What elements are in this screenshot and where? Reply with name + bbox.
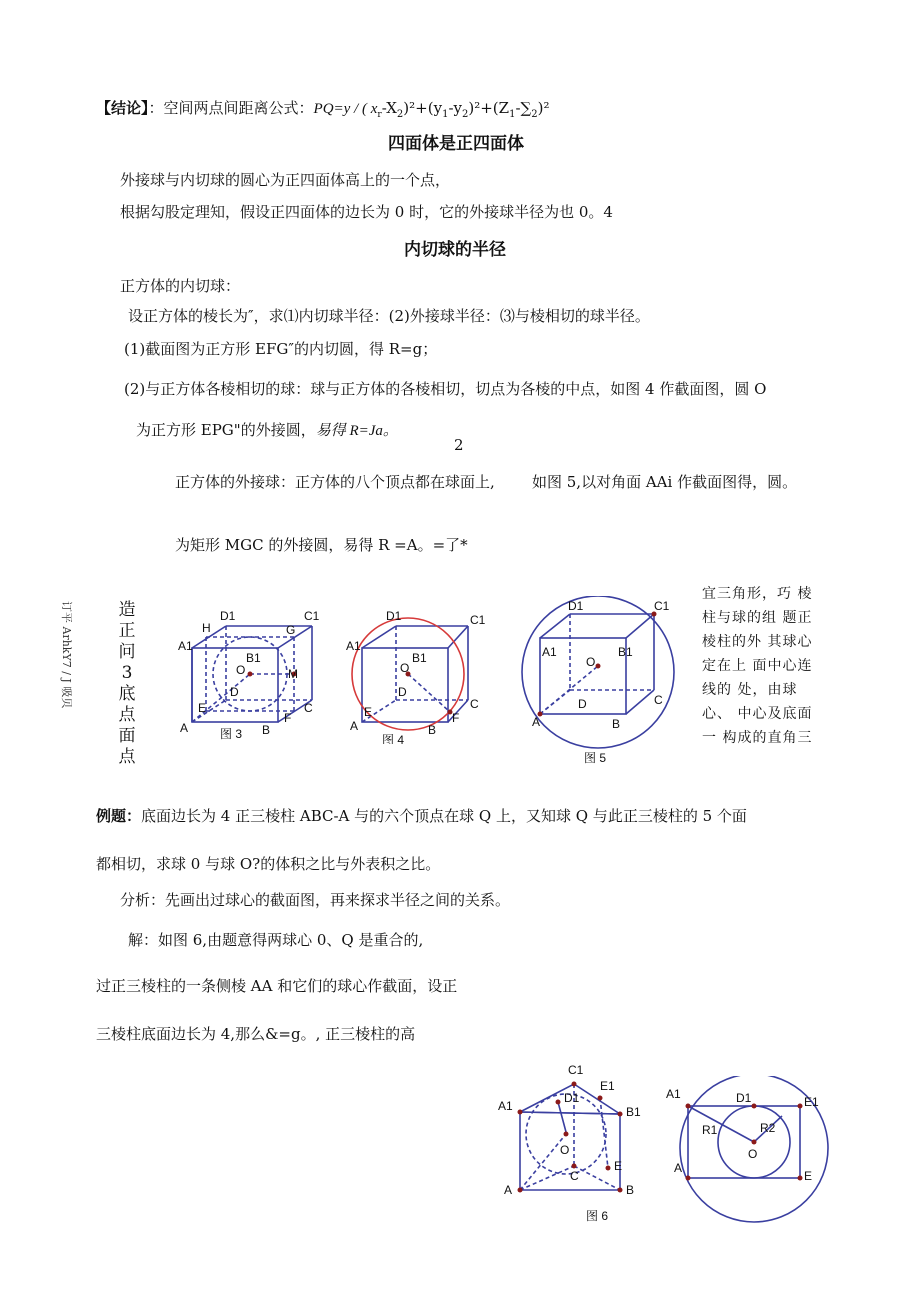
formula-part: -X [381,99,397,117]
example-label: 例题： [96,807,142,825]
fig3-label: D1 [220,609,236,623]
fig3-label: C [304,701,313,715]
fig3-label: E [198,701,207,715]
cube-answer-2: (2)与正方体各棱相切的球：球与正方体的各棱相切，切点为各棱的中点，如图 4 作截面图，圆 O [124,380,767,398]
fig4-label: B1 [412,651,427,665]
outer-sphere-c: 为矩形 MGC 的外接圆，易得 R =A。=了* [175,536,468,554]
fig4-caption: 图 4 [382,733,405,744]
fig4-label: F [452,711,460,725]
fig6-label: E [614,1159,623,1173]
cube-answer-2b-formula: 易得 R=Ja。 [315,423,398,439]
fig4-label: A [350,719,359,733]
formula-part: -y [448,99,462,117]
char: 正 [118,621,136,641]
side-text: 宜三角形，巧 棱柱与球的组 题正棱柱的外 其球心定在上 面中心连线的 处，由球 心、 中心及底面 一 构成的直角三 [702,586,813,746]
cube-answer-2b [136,420,398,441]
fig6-label: D1 [564,1091,580,1105]
fig6b-label: O [748,1147,758,1161]
fig6b-label: E1 [804,1095,819,1109]
paragraph: 根据勾股定理知，假设正四面体的边长为 0 时，它的外接球半径为也 0。4 [120,203,613,221]
fig6b-label: A1 [666,1087,681,1101]
left-rotated-text: 订平 ArhkY7 / J 吸贝 [60,601,73,709]
char: 点 [118,747,136,767]
fig6-label: A [504,1183,513,1197]
heading-tetrahedron: 四面体是正四面体 [388,134,524,154]
example-text: 底面边长为 4 正三棱柱 ABC-A 与的六个顶点在球 Q 上，又知球 Q 与此正三棱柱的 5 个面 [141,807,747,825]
outer-sphere-b: 如图 5,以对角面 AAi 作截面图得，圆。 [532,473,798,491]
fig4-label: C1 [470,613,486,627]
fig5-label: D1 [568,599,584,613]
char: 造 [118,600,136,620]
fig3-label: A1 [178,639,193,653]
fig6-label: B [626,1183,635,1197]
formula-part: )² [537,99,550,117]
fig5-label: C [654,693,663,707]
char: 点 [118,705,136,725]
formula-part: PQ=y / ( x [313,101,378,117]
fig4-label: B [428,723,437,737]
fig6-label: C [570,1169,579,1183]
fig5-caption: 图 5 [584,751,607,765]
fig3-label: D [230,685,239,699]
fig3-label: B [262,723,271,737]
cube-question: 设正方体的棱长为″，求⑴内切球半径：(2)外接球半径：⑶与棱相切的球半径。 [128,307,650,325]
figure-6b [664,1076,844,1226]
fig3-caption: 图 3 [220,727,243,741]
char: 问 [118,642,136,662]
figure-6 [496,1058,656,1228]
solution-2: 过正三棱柱的一条侧棱 AA 和它们的球心作截面，设正 [96,977,458,995]
cube-title: 正方体的内切球： [120,277,241,295]
fig3-label: M [288,667,298,681]
char: 3 [121,663,133,683]
fig6-label: O [560,1143,570,1157]
fig5-label: D [578,697,587,711]
solution-1: 解：如图 6,由题意得两球心 0、Q 是重合的, [128,931,424,949]
fig3-label: O [236,663,246,677]
fig5-label: O [586,655,596,669]
solution-3: 三棱柱底面边长为 4,那么&=g。, 正三棱柱的高 [96,1025,416,1043]
fig6b-label: A [674,1161,683,1175]
fig5-label: B1 [618,645,633,659]
fig3-label: F [284,711,292,725]
fig4-label: E [364,705,373,719]
fig3-label: A [180,721,189,735]
fig4-label: D [398,685,407,699]
fig4-label: A1 [346,639,361,653]
fig5-label: A [532,715,541,729]
fig4-label: D1 [386,609,402,623]
heading-insphere: 内切球的半径 [404,240,506,260]
example-line-2: 都相切，求球 0 与球 O?的体积之比与外表积之比。 [96,855,441,873]
example-line [96,806,747,826]
figure-4 [342,604,492,744]
fig3-label: C1 [304,609,320,623]
fig4-label: O [400,661,410,675]
fig3-label: B1 [246,651,261,665]
fig6-label: A1 [498,1099,513,1113]
denominator: 2 [454,436,464,454]
char: 面 [118,726,136,746]
fig5-label: A1 [542,645,557,659]
fig6-label: B1 [626,1105,641,1119]
fig6-label: E1 [600,1079,615,1093]
fig6b-label: R2 [760,1121,776,1135]
char: 底 [118,684,136,704]
cube-answer-2b-text: 为正方形 EPG"的外接圆， [136,421,316,439]
paragraph: 外接球与内切球的圆心为正四面体高上的一个点， [120,171,451,189]
figure-5 [516,596,686,772]
formula-part: )²+(y [403,99,443,117]
conclusion-text: ：空间两点间距离公式： [148,99,314,117]
cube-answer-1: (1)截面图为正方形 EFG″的内切圆，得 R=g； [124,340,438,358]
fig6b-label: R1 [702,1123,718,1137]
fig6-caption: 图 6 [586,1209,609,1223]
fig3-label: H [202,621,211,635]
analysis: 分析：先画出过球心的截面图，再来探求半径之间的关系。 [120,891,511,909]
left-column-text [116,600,138,768]
fig4-label: C [470,697,479,711]
fig3-label: G [286,623,296,637]
conclusion-line: 【结论】：空间两点间距离公式：PQ=y / ( $x_r-X_2)^2+(y_1-y_2)^2+(Z_1-\sum_2)^2$ [96,99,550,120]
fig5-label: C1 [654,599,670,613]
conclusion-label: 【结论】 [96,99,149,117]
figure-3 [176,604,326,744]
formula-part: )²+(Z [468,99,510,117]
fig5-label: B [612,717,621,731]
fig6-label: C1 [568,1063,584,1077]
fig6b-label: D1 [736,1091,752,1105]
outer-sphere-a: 正方体的外接球：正方体的八个顶点都在球面上, [175,473,495,491]
fig6b-label: E [804,1169,813,1183]
formula-part: -∑ [515,99,532,117]
